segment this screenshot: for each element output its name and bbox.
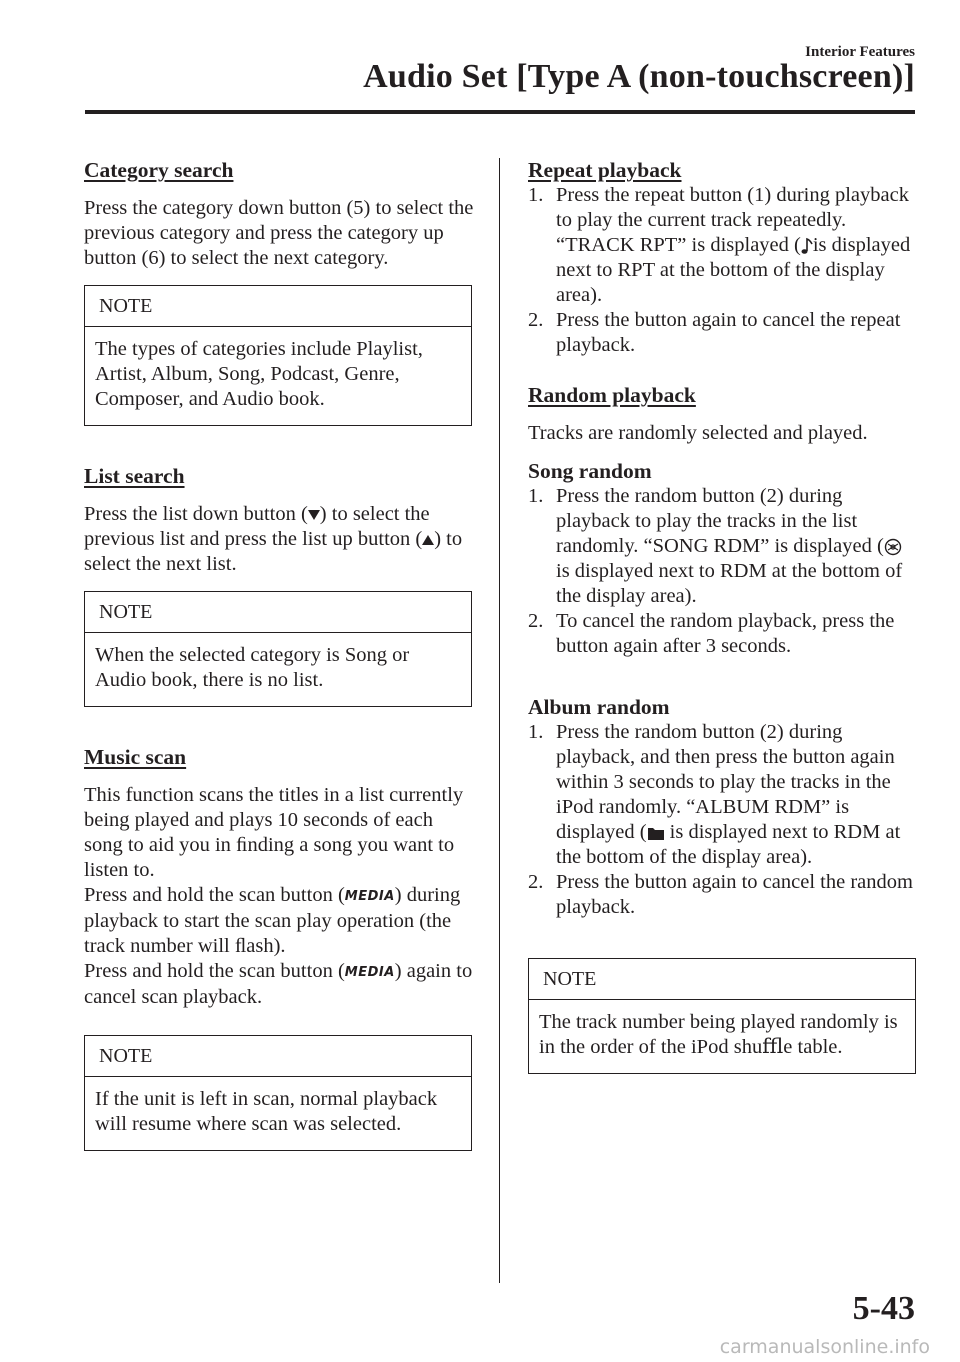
step-number: 2. (528, 871, 544, 893)
album-random-section (528, 695, 918, 1074)
list-item (528, 183, 918, 308)
note-label: NOTE (529, 959, 915, 1000)
header-section: Interior Features (805, 44, 915, 60)
album-random-heading: Album random (528, 695, 670, 719)
page-number: 5-43 (852, 1290, 915, 1327)
left-column (84, 158, 474, 1151)
music-scan-note (84, 1035, 472, 1151)
note-text: If the unit is left in scan, normal playback will resume where scan was selected. (95, 1088, 438, 1135)
music-scan-cancel (84, 959, 474, 1010)
disc-shuffle-icon (884, 538, 902, 556)
right-column (528, 158, 918, 1074)
note-label: NOTE (85, 286, 471, 327)
list-item (528, 308, 918, 358)
music-scan-cancel-text-2: ) again to cancel scan playback. (84, 960, 473, 1008)
repeat-playback-section (528, 158, 918, 358)
step-text-2: is displayed next to RDM at the bottom of the display area). (556, 821, 901, 868)
list-item (528, 484, 918, 609)
step-text-2: is displayed next to RDM at the bottom of the display area). (556, 560, 903, 607)
step-number: 2. (528, 309, 544, 331)
media-button-icon: MEDIA (344, 889, 395, 904)
step-text-1: Press the repeat button (1) during playback to play the current track repeatedly. “TRACK RPT” is displayed ( (556, 184, 909, 256)
music-scan-start-text-2: ) during playback to start the scan play operation (the track number will ﬂash). (84, 884, 461, 957)
step-text-2: is displayed next to RPT at the bottom of the display area). (556, 234, 911, 306)
step-text-1: Press the random button (2) during playback, and then press the button again within 3 seconds to play the tracks in the iPod randomly. “ALBUM RDM” is displayed ( (556, 721, 895, 843)
music-scan-cancel-text-1: Press and hold the scan button ( (84, 960, 345, 982)
list-search-section (84, 464, 474, 707)
step-number: 1. (528, 485, 544, 507)
column-divider (499, 158, 500, 1283)
list-item (528, 609, 918, 659)
step-text: Press the button again to cancel the random playback. (556, 871, 913, 918)
music-note-icon (801, 237, 813, 255)
category-search-section (84, 158, 474, 426)
watermark: carmanualsonline.info (719, 1336, 930, 1358)
header-rule (85, 110, 915, 114)
folder-icon (647, 825, 665, 841)
song-random-heading: Song random (528, 459, 652, 483)
note-text: When the selected category is Song or Audio book, there is no list. (95, 644, 410, 691)
repeat-steps (528, 183, 918, 358)
step-text: To cancel the random playback, press the button again after 3 seconds. (556, 610, 895, 657)
step-number: 1. (528, 184, 544, 206)
list-search-heading: List search (84, 464, 185, 488)
list-search-body (84, 502, 474, 577)
list-search-text-1: Press the list down button ( (84, 503, 308, 525)
triangle-down-icon (308, 509, 320, 521)
category-search-note (84, 285, 472, 426)
step-number: 1. (528, 721, 544, 743)
list-item (528, 870, 918, 920)
step-text: Press the button again to cancel the repeat playback. (556, 309, 901, 356)
page-title: Audio Set [Type A (non-touchscreen)] (363, 58, 915, 95)
category-search-body: Press the category down button (5) to select the previous category and press the category up button (6) to select the next category. (84, 197, 474, 269)
random-playback-heading: Random playback (528, 383, 696, 407)
step-text-1: Press the random button (2) during playback to play the tracks in the list randomly. “SONG RDM” is displayed ( (556, 485, 884, 557)
music-scan-heading: Music scan (84, 745, 187, 769)
list-search-text-2: ) to select the previous list and press the list up button ( (84, 503, 430, 550)
random-playback-body: Tracks are randomly selected and played. (528, 422, 868, 444)
note-label: NOTE (85, 1036, 471, 1077)
random-playback-section (528, 383, 918, 446)
category-search-heading: Category search (84, 158, 234, 182)
music-scan-section (84, 745, 474, 1151)
list-item (528, 720, 918, 870)
song-random-section (528, 459, 918, 659)
list-search-note (84, 591, 472, 707)
note-text: The types of categories include Playlist, Artist, Album, Song, Podcast, Genre, Composer, and Audio book. (95, 338, 423, 410)
music-scan-start-text-1: Press and hold the scan button ( (84, 884, 345, 906)
note-text: The track number being played randomly is in the order of the iPod shuﬄe table. (539, 1011, 898, 1058)
list-search-text-3: ) to select the next list. (84, 528, 463, 575)
step-number: 2. (528, 610, 544, 632)
media-button-icon: MEDIA (344, 965, 395, 980)
album-random-steps (528, 720, 918, 920)
album-random-note (528, 958, 916, 1074)
repeat-playback-heading: Repeat playback (528, 158, 682, 182)
note-label: NOTE (85, 592, 471, 633)
triangle-up-icon (422, 534, 434, 546)
song-random-steps (528, 484, 918, 659)
music-scan-start (84, 883, 474, 959)
music-scan-body: This function scans the titles in a list currently being played and plays 10 seconds of each song to aid you in ﬁnding a song you want to listen to. (84, 784, 464, 881)
